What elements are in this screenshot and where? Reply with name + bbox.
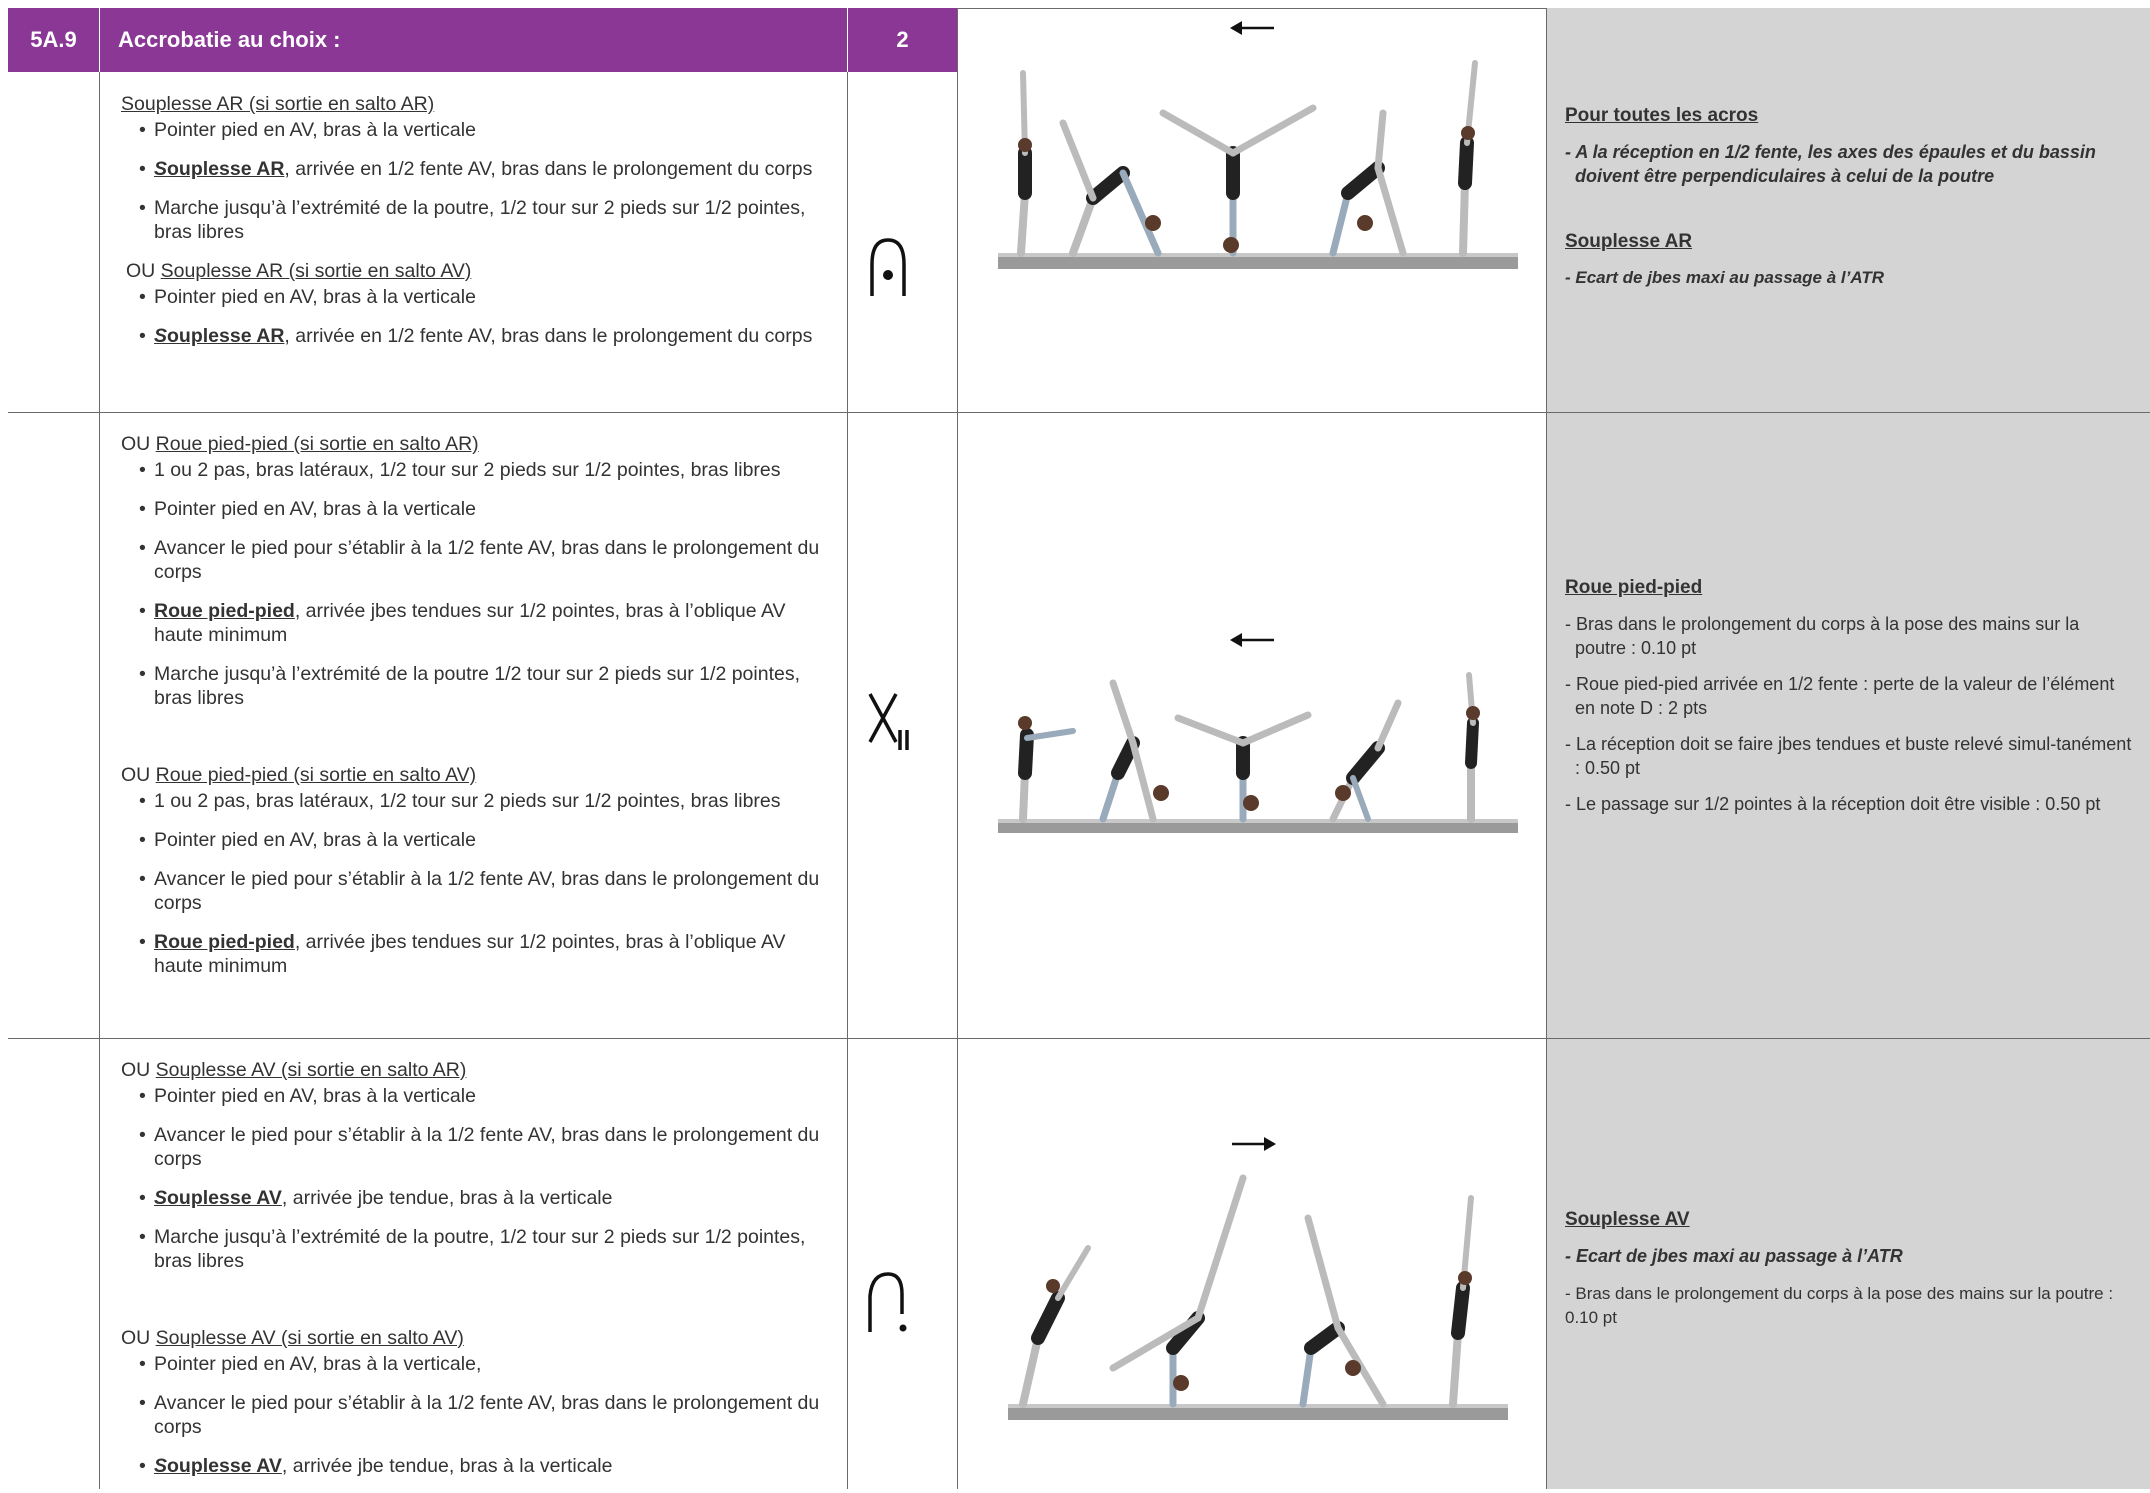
block-title: OU Souplesse AR (si sortie en salto AV) [126,260,472,282]
row2-description [121,432,821,993]
direction-left-arrow-icon [1228,18,1278,38]
comment-text: - Le passage sur 1/2 pointes à la réception doit être visible : 0.50 pt [1565,794,2101,814]
list-item: • Pointer pied en AV, bras à la verticale [121,497,821,521]
block-title: OU Roue pied-pied (si sortie en salto AR) [121,433,479,455]
grid-line [957,8,1546,9]
list-item: • Marche jusqu’à l’extrémité de la poutre, 1/2 tour sur 2 pieds sur 1/2 pointes, bras libres [121,1225,821,1273]
list-item: • Pointer pied en AV, bras à la verticale [121,828,821,852]
list-item: • Pointer pied en AV, bras à la verticale [121,1084,821,1108]
list-item: • Avancer le pied pour s’établir à la 1/2 fente AV, bras dans le prolongement du corps [121,536,821,584]
list-item: • Pointer pied en AV, bras à la verticale [121,285,821,309]
list-item: • Marche jusqu’à l’extrémité de la poutre, 1/2 tour sur 2 pieds sur 1/2 pointes, bras libres [121,196,821,244]
block-title: OU Souplesse AV (si sortie en salto AV) [121,1327,464,1349]
block-title: Souplesse AR (si sortie en salto AR) [121,93,435,115]
back-walkover-symbol-icon [858,230,918,310]
list-item: • Avancer le pied pour s’établir à la 1/2 fente AV, bras dans le prolongement du corps [121,1123,821,1171]
header-value [848,8,957,72]
comment-title: Souplesse AV [1565,1209,1690,1230]
list-item: • Pointer pied en AV, bras à la verticale, [121,1352,821,1376]
comment-text: - Roue pied-pied arrivée en 1/2 fente : perte de la valeur de l’élément en note D : 2 pts [1565,674,2115,718]
direction-right-arrow-icon [1228,1134,1278,1154]
list-item: • Avancer le pied pour s’établir à la 1/2 fente AV, bras dans le prolongement du corps [121,1391,821,1439]
header-title [100,8,847,72]
row1-comments [1565,104,2135,290]
block-title: OU Souplesse AV (si sortie en salto AR) [121,1059,467,1081]
list-item: • Roue pied-pied, arrivée jbes tendues sur 1/2 pointes, bras à l’oblique AV haute minimum [121,599,821,647]
grid-line [957,8,958,1489]
comment-title: Roue pied-pied [1565,577,1703,598]
grid-line [847,72,848,1489]
comment-title: Pour toutes les acros [1565,105,1759,126]
block-title: OU Roue pied-pied (si sortie en salto AV) [121,764,477,786]
list-item: • 1 ou 2 pas, bras latéraux, 1/2 tour sur 2 pieds sur 1/2 pointes, bras libres [121,789,821,813]
front-walkover-symbol-icon [858,1266,918,1346]
comment-text: - Bras dans le prolongement du corps à la pose des mains sur la poutre : 0.10 pt [1565,614,2080,658]
list-item: • Souplesse AV, arrivée jbe tendue, bras à la verticale [121,1186,821,1210]
row3-description [121,1058,821,1493]
document [8,8,2150,1489]
list-item: • Souplesse AV, arrivée jbe tendue, bras à la verticale [121,1454,821,1478]
cartwheel-illustration [993,663,1523,843]
comment-text: - Ecart de jbes maxi au passage à l’ATR [1565,268,1885,287]
comment-title: Souplesse AR [1565,231,1693,252]
grid-line [8,412,2150,413]
back-walkover-illustration [993,53,1523,283]
row3-comments [1565,1208,2135,1330]
list-item: • Marche jusqu’à l’extrémité de la poutre 1/2 tour sur 2 pieds sur 1/2 pointes, bras libres [121,662,821,710]
grid-line [99,72,100,1489]
direction-left-arrow-icon [1228,630,1278,650]
front-walkover-illustration [993,1168,1523,1428]
cartwheel-symbol-icon [858,684,918,764]
list-item: • Souplesse AR, arrivée en 1/2 fente AV, bras dans le prolongement du corps [121,157,821,181]
list-item: • Avancer le pied pour s’établir à la 1/2 fente AV, bras dans le prolongement du corps [121,867,821,915]
comment-text: - Ecart de jbes maxi au passage à l’ATR [1565,1246,1903,1266]
header-code [8,8,99,72]
comment-text: - Bras dans le prolongement du corps à la pose des mains sur la poutre : 0.10 pt [1565,1284,2114,1327]
comment-text: - A la réception en 1/2 fente, les axes des épaules et du bassin doivent être perpendiculaires à celui de la poutre [1565,142,2096,186]
grid-line [8,1038,2150,1039]
header-code-text: 5A.9 [30,27,77,52]
list-item: • Pointer pied en AV, bras à la verticale [121,118,821,142]
header-value-text: 2 [896,27,909,52]
comment-text: - La réception doit se faire jbes tendues et buste relevé simul-tanément : 0.50 pt [1565,734,2132,778]
grid-line [1546,8,1547,1489]
list-item: • 1 ou 2 pas, bras latéraux, 1/2 tour sur 2 pieds sur 1/2 pointes, bras libres [121,458,821,482]
list-item: • Roue pied-pied, arrivée jbes tendues sur 1/2 pointes, bras à l’oblique AV haute minimum [121,930,821,978]
list-item: • Souplesse AR, arrivée en 1/2 fente AV, bras dans le prolongement du corps [121,324,821,348]
header-title-text: Accrobatie au choix : [118,27,341,52]
row2-comments [1565,576,2135,828]
row1-description [121,92,821,363]
